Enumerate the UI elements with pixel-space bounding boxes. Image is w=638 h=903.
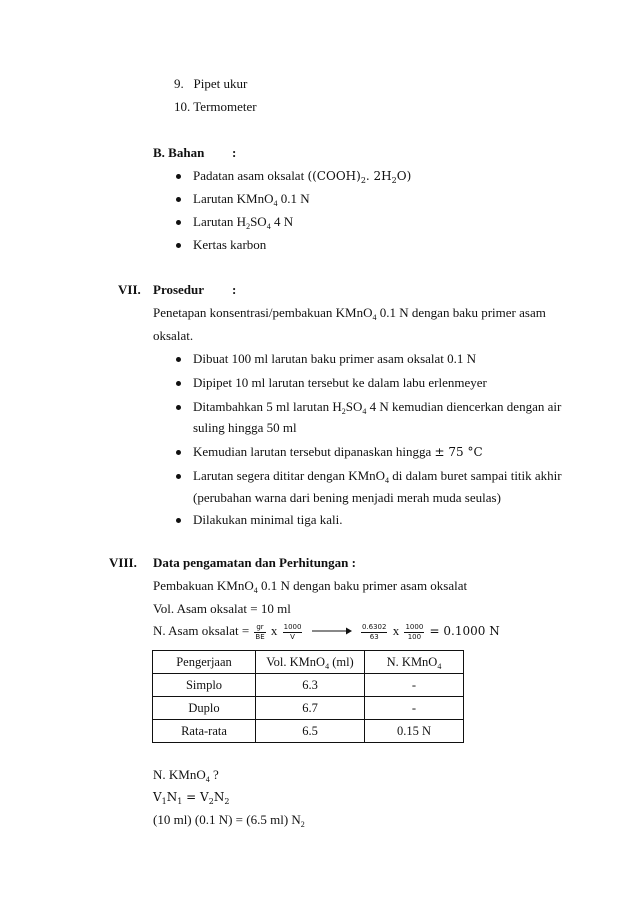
bullet-icon [176, 197, 181, 202]
prosedur-heading: Prosedur [153, 282, 205, 297]
bahan-item-1: Padatan asam oksalat ($(COOH)_2$. $2H_2O$) [193, 168, 412, 185]
prosedur-step-1: Dibuat 100 ml larutan baku primer asam oksalat 0.1 N [193, 351, 477, 366]
prosedur-step-2: Dipipet 10 ml larutan tersebut ke dalam labu erlenmeyer [193, 375, 487, 390]
titration-table [152, 650, 464, 743]
table-header-pengerjaan: Pengerjaan [153, 651, 256, 674]
alat-item-9: 9. Pipet ukur [174, 76, 248, 91]
table-row: Simplo 6.3 - [153, 674, 464, 697]
prosedur-step-5-line2: (perubahan warna dari bening menjadi merah muda seulas) [193, 490, 501, 505]
prosedur-intro-line2: oksalat. [153, 328, 194, 343]
vol-asam-oksalat: Vol. Asam oksalat = 10 ml [153, 601, 291, 616]
fraction-1000-100: $\frac{1000}{100}$ [405, 622, 424, 641]
bullet-icon [176, 518, 181, 523]
table-header-normality: N. KMnO$_4$ [365, 651, 464, 674]
prosedur-step-3-line2: suling hingga 50 ml [193, 420, 297, 435]
right-arrow-icon [312, 621, 352, 643]
dilution-equation: $V_1N_1 = V_2N_2$ [153, 790, 230, 806]
fraction-1000-v: $\frac{1000}{V}$ [283, 622, 302, 641]
bahan-heading: B. Bahan [153, 145, 205, 160]
bullet-icon [176, 174, 181, 179]
prosedur-step-5: Larutan segera dititar dengan KMnO$_4$ di dalam buret sampai titik akhir [193, 468, 562, 485]
prosedur-step-6: Dilakukan minimal tiga kali. [193, 512, 343, 527]
bullet-icon [176, 450, 181, 455]
data-section-number: VIII. [109, 555, 137, 570]
prosedur-step-3: Ditambahkan 5 ml larutan $H_2SO_4$ 4 N kemudian diencerkan dengan air [193, 399, 562, 416]
fraction-gr-be: $\frac{gr}{BE}$ [255, 622, 265, 641]
dilution-substitution: (10 ml) (0.1 N) = (6.5 ml) $N_2$ [153, 812, 305, 829]
bullet-icon [176, 474, 181, 479]
pembakuan-line: Pembakuan KMnO$_4$ 0.1 N dengan baku primer asam oksalat [153, 578, 468, 595]
table-header-row [153, 651, 464, 674]
bahan-item-3: Larutan $H_2SO_4$ 4 N [193, 214, 294, 231]
table-row: Duplo 6.7 - [153, 697, 464, 720]
table-header-volume: Vol. KMnO$_4$ (ml) [256, 651, 365, 674]
prosedur-step-4: Kemudian larutan tersebut dipanaskan hingga ± 75 °C [193, 444, 483, 459]
fraction-mass: $\frac{0.6302}{63}$ [361, 622, 387, 641]
data-section-heading: Data pengamatan dan Perhitungan : [153, 555, 356, 570]
normality-question: N. KMnO$_4$ ? [153, 767, 219, 784]
prosedur-section-number: VII. [118, 282, 141, 297]
bullet-icon [176, 243, 181, 248]
table-row: Rata-rata 6.5 0.15 N [153, 720, 464, 743]
bahan-item-4: Kertas karbon [193, 237, 267, 252]
bullet-icon [176, 220, 181, 225]
alat-item-10: 10. Termometer [174, 99, 257, 114]
bahan-colon: : [232, 145, 237, 160]
bahan-item-2: Larutan KMnO$_4$ 0.1 N [193, 191, 310, 208]
bullet-icon [176, 357, 181, 362]
bullet-icon [176, 381, 181, 386]
prosedur-intro-line1: Penetapan konsentrasi/pembakuan KMnO$_4$ 0.1 N dengan baku primer asam [153, 305, 546, 322]
normality-formula: N. Asam oksalat = $\frac{gr}{BE}$ x $\frac{1000}{V}$ $\frac{0.6302}{63}$ x $\frac{1000}{100}$ = 0.1000 N [153, 620, 500, 643]
bullet-icon [176, 405, 181, 410]
prosedur-colon: : [232, 282, 237, 297]
